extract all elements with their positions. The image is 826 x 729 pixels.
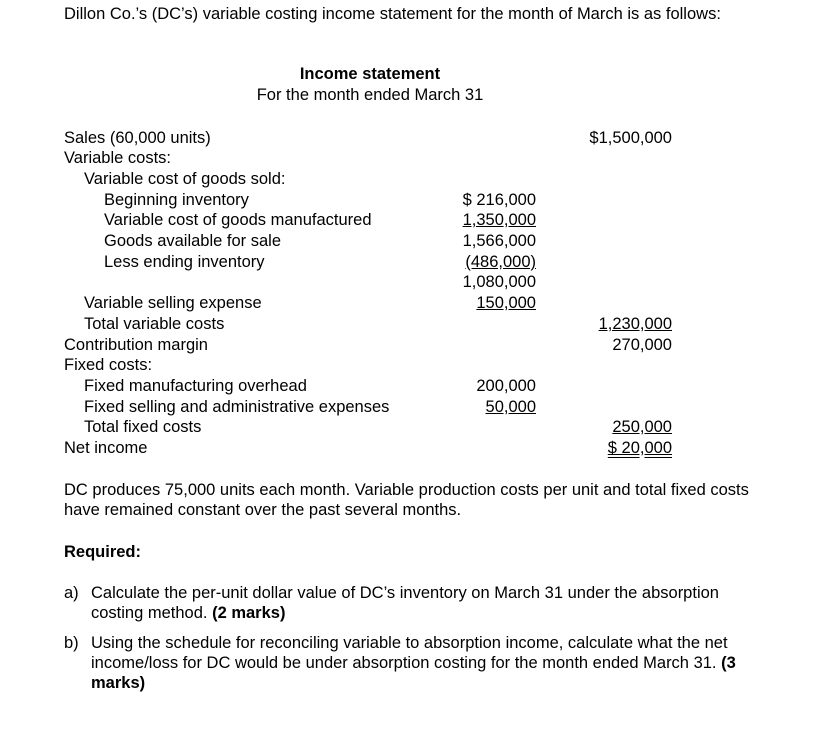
total-variable-label: Total variable costs <box>84 315 225 333</box>
variable-selling-value: 150,000 <box>476 294 536 312</box>
question-b <box>91 633 771 693</box>
sales-label: Sales (60,000 units) <box>64 129 211 147</box>
vcgm-value: 1,350,000 <box>462 211 536 229</box>
vcogs-total-value: 1,080,000 <box>462 273 536 291</box>
production-note: DC produces 75,000 units each month. Variable production costs per unit and total fixed costs have remained constant over the past several months. <box>64 481 749 519</box>
vcogs-label: Variable cost of goods sold: <box>84 170 286 188</box>
ending-inventory-value: (486,000) <box>465 253 536 271</box>
vcgm-label: Variable cost of goods manufactured <box>104 211 372 229</box>
required-heading: Required: <box>64 543 142 561</box>
variable-selling-label: Variable selling expense <box>84 294 262 312</box>
beginning-inventory-label: Beginning inventory <box>104 191 249 209</box>
question-b-label: b) <box>64 634 79 652</box>
fixed-mfg-value: 200,000 <box>476 377 536 395</box>
question-a <box>91 583 771 623</box>
contribution-margin-value: 270,000 <box>612 336 672 354</box>
fixed-mfg-label: Fixed manufacturing overhead <box>84 377 307 395</box>
net-income-label: Net income <box>64 439 148 457</box>
total-fixed-value: 250,000 <box>612 418 672 436</box>
intro-text: Dillon Co.’s (DC’s) variable costing income statement for the month of March is as follows: <box>64 5 721 23</box>
question-a-text: Calculate the per-unit dollar value of DC’s inventory on March 31 under the absorption costing method. <box>91 584 719 622</box>
fixed-costs-label: Fixed costs: <box>64 356 153 374</box>
fixed-sga-value: 50,000 <box>485 398 536 416</box>
fixed-sga-label: Fixed selling and administrative expenses <box>84 398 390 416</box>
goods-available-label: Goods available for sale <box>104 232 282 250</box>
beginning-inventory-value: $ 216,000 <box>462 191 536 209</box>
goods-available-value: 1,566,000 <box>462 232 536 250</box>
question-b-marks: (3 marks) <box>91 654 736 692</box>
total-fixed-label: Total fixed costs <box>84 418 202 436</box>
variable-costs-label: Variable costs: <box>64 149 171 167</box>
statement-subtitle: For the month ended March 31 <box>256 86 484 104</box>
question-a-marks: (2 marks) <box>212 604 286 622</box>
contribution-margin-label: Contribution margin <box>64 336 208 354</box>
sales-value: $1,500,000 <box>589 129 672 147</box>
statement-title: Income statement <box>299 65 441 83</box>
ending-inventory-label: Less ending inventory <box>104 253 265 271</box>
total-variable-value: 1,230,000 <box>598 315 672 333</box>
net-income-value: $ 20,000 <box>607 439 672 457</box>
question-b-text: Using the schedule for reconciling variable to absorption income, calculate what the net income/loss for DC would be under absorption costing for the month ended March 31. <box>91 634 728 672</box>
question-a-label: a) <box>64 584 79 602</box>
